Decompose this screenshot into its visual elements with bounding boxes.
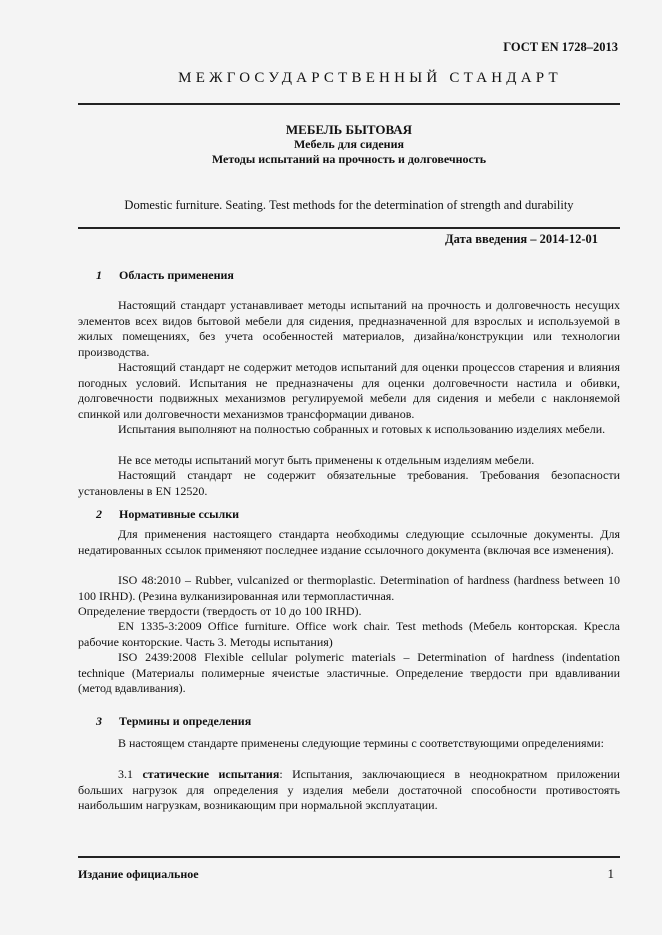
- standard-code: ГОСТ EN 1728–2013: [503, 40, 618, 54]
- title-rule: [78, 227, 620, 229]
- title-line-2: Мебель для сидения: [294, 137, 404, 151]
- term-number: 3.1: [118, 767, 133, 781]
- section-1-heading: [96, 268, 234, 283]
- section-1-paragraph-1: Настоящий стандарт устанавливает методы испытаний на прочность и долговечность несущих элементов всех видов бытовой мебели для сидения, предназначенной для взрослых и используемой в жилых помещениях, без учета особенностей материалов, дизайна/конструкции или технологии производства.: [78, 298, 620, 359]
- title-line-3: Методы испытаний на прочность и долговечность: [211, 152, 487, 166]
- section-2-heading: [96, 507, 239, 522]
- section-3-heading: [96, 714, 251, 729]
- section-3-paragraph-1: В настоящем стандарте применены следующие термины с соответствующими определениями:: [118, 736, 604, 750]
- english-title: Domestic furniture. Seating. Test methods for the determination of strength and durability: [124, 198, 574, 212]
- standard-type-heading: МЕЖГОСУДАРСТВЕННЫЙ СТАНДАРТ: [178, 70, 562, 86]
- section-1-paragraph-4: Не все методы испытаний могут быть применены к отдельным изделиям мебели.: [118, 453, 535, 467]
- section-2-number: 2: [96, 507, 102, 521]
- section-1-paragraph-2: Настоящий стандарт не содержит методов испытаний для оценки процессов старения и влияния погодных условий. Испытания не предназначены для оценки долговечности настила и обивки, долговечности подвижных механизмов регулируемой мебели для сидения и мебели с наклоняемой спинкой или долговечности механизмов трансформации диванов.: [78, 360, 620, 421]
- section-1-title: Область применения: [119, 268, 234, 282]
- title-line-1: МЕБЕЛЬ БЫТОВАЯ: [285, 122, 413, 137]
- reference-iso-48-continued: Определение твердости (твердость от 10 до 100 IRHD).: [78, 604, 362, 618]
- section-2-paragraph-1: Для применения настоящего стандарта необходимы следующие ссылочные документы. Для недатированных ссылок применяют последнее издание ссылочного документа (включая все изменения).: [78, 527, 620, 557]
- section-1-number: 1: [96, 268, 102, 282]
- section-2-title: Нормативные ссылки: [119, 507, 240, 521]
- top-rule: [78, 103, 620, 105]
- section-3-title: Термины и определения: [119, 714, 252, 728]
- reference-iso-2439: ISO 2439:2008 Flexible cellular polymeric materials – Determination of hardness (indentation technique (Материалы полимерные ячеистые эластичные. Определение твердости при вдавливании (метод вдавливания).: [78, 650, 620, 696]
- section-1-paragraph-3: Испытания выполняют на полностью собранных и готовых к использованию изделиях мебели.: [118, 422, 606, 436]
- term-name: статические испытания: [142, 767, 280, 781]
- section-1-paragraph-5: Настоящий стандарт не содержит обязательные требования. Требования безопасности установлены в EN 12520.: [78, 468, 620, 498]
- official-edition-label: Издание официальное: [78, 867, 199, 881]
- page-number: 1: [607, 866, 614, 881]
- footer-rule: [78, 856, 620, 858]
- reference-iso-48: ISO 48:2010 – Rubber, vulcanized or thermoplastic. Determination of hardness (hardness between 10 100 IRHD). (Резина вулканизированная или термопластичная.: [78, 573, 620, 603]
- term-3-1: [78, 767, 620, 814]
- introduction-date: Дата введения – 2014-12-01: [445, 232, 598, 246]
- section-3-number: 3: [96, 714, 102, 728]
- reference-en-1335-3: EN 1335-3:2009 Office furniture. Office work chair. Test methods (Мебель конторская. Кресла рабочие конторские. Часть 3. Методы испытания): [78, 619, 620, 649]
- term-definition: : Испытания, заключающиеся в неоднократном приложении больших нагрузок для определения у изделия мебели достаточной способности противостоять наибольшим нагрузкам, возникающим при нормальной эксплуатации.: [78, 767, 620, 813]
